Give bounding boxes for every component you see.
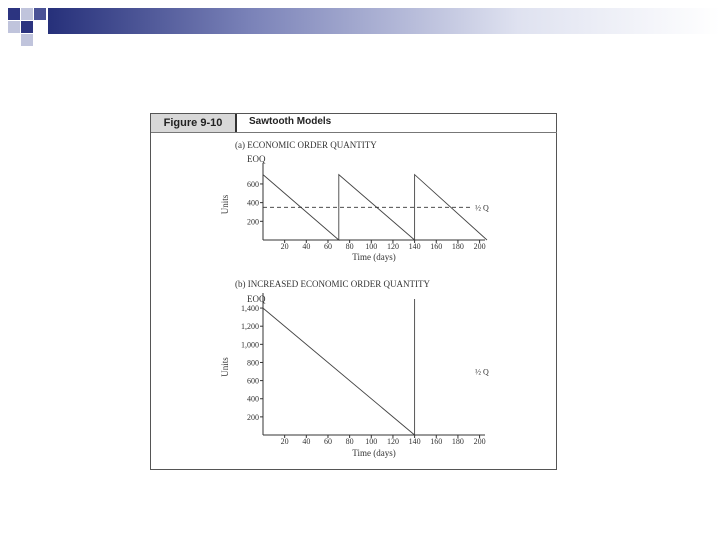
deco-square [8, 8, 20, 20]
x-tick-label: 100 [365, 242, 378, 251]
y-tick-label: 1,200 [241, 322, 259, 332]
x-tick-label: 40 [302, 242, 311, 251]
title-gradient-bar [48, 8, 720, 34]
eoq-label: EOQ [247, 294, 266, 304]
x-tick-label: 200 [473, 242, 486, 251]
deco-square [21, 21, 33, 33]
chart-title: (a) ECONOMIC ORDER QUANTITY [235, 140, 377, 150]
x-tick-label: 180 [451, 437, 464, 446]
y-axis-label: Units [220, 194, 230, 215]
x-tick-label: 120 [386, 242, 399, 251]
x-tick-label: 180 [451, 242, 464, 251]
y-tick-label: 1,400 [241, 304, 259, 314]
x-tick-label: 140 [408, 242, 421, 251]
x-tick-label: 200 [473, 437, 486, 446]
deco-square [21, 34, 33, 46]
x-tick-label: 140 [408, 437, 421, 446]
x-tick-label: 160 [430, 437, 443, 446]
x-tick-label: 20 [280, 242, 289, 251]
inventory-sawtooth-line [263, 299, 415, 435]
y-tick-label: 200 [247, 412, 259, 422]
x-tick-label: 80 [345, 437, 354, 446]
x-tick-label: 20 [280, 437, 289, 446]
x-tick-label: 60 [323, 242, 332, 251]
sawtooth-charts [150, 113, 557, 470]
x-tick-label: 160 [430, 242, 443, 251]
y-tick-label: 1,000 [241, 340, 259, 350]
y-tick-label: 400 [247, 394, 259, 404]
figure-title: Sawtooth Models [249, 116, 332, 127]
x-tick-label: 60 [323, 437, 332, 446]
y-tick-label: 600 [247, 179, 259, 189]
half-q-label: ½ Q [475, 367, 489, 377]
y-tick-label: 800 [247, 358, 259, 368]
y-tick-label: 200 [247, 217, 259, 227]
deco-square [21, 8, 33, 20]
x-tick-label: 80 [345, 242, 354, 251]
y-tick-label: 400 [247, 198, 259, 208]
x-tick-label: 100 [365, 437, 378, 446]
x-tick-label: 40 [302, 437, 311, 446]
y-axis-label: Units [220, 357, 230, 377]
y-tick-label: 600 [247, 376, 259, 386]
deco-square [8, 21, 20, 33]
eoq-label: EOQ [247, 154, 266, 164]
half-q-label: ½ Q [475, 203, 489, 213]
x-axis-label: Time (days) [352, 252, 396, 262]
figure-label: Figure 9-10 [151, 114, 237, 132]
x-axis-label: Time (days) [352, 448, 396, 458]
x-tick-label: 120 [386, 437, 399, 446]
deco-square [34, 8, 46, 20]
chart-title: (b) INCREASED ECONOMIC ORDER QUANTITY [235, 279, 430, 289]
